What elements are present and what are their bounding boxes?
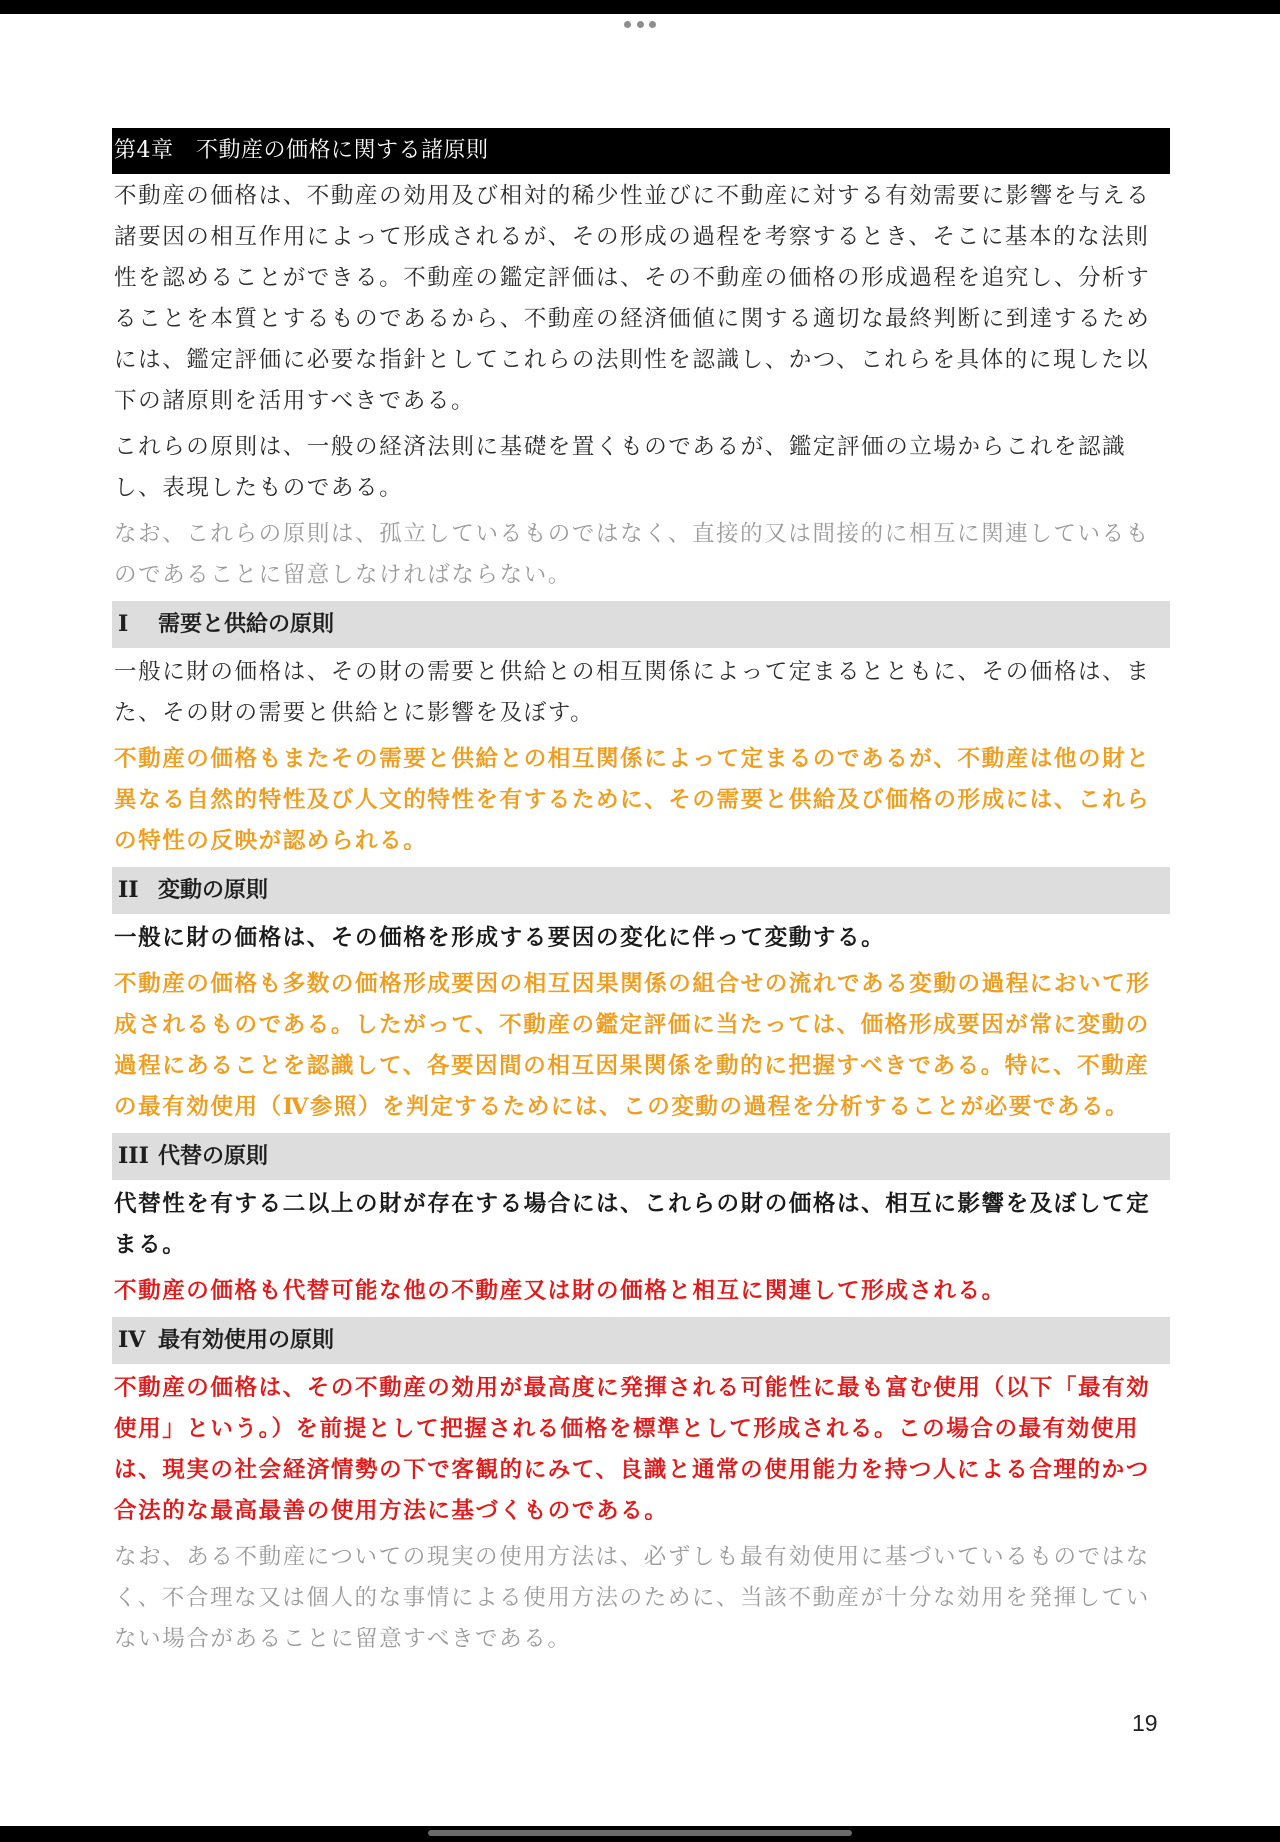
section-header-supply-demand — [112, 601, 1170, 648]
grabber-dot — [649, 21, 656, 28]
intro-paragraph-2: これらの原則は、一般の経済法則に基礎を置くものであるが、鑑定評価の立場からこれを認識し、表現したものである。 — [114, 434, 1127, 501]
section-title: 代替の原則 — [158, 1143, 269, 1169]
chapter-title: 第4章 不動産の価格に関する諸原則 — [112, 128, 1170, 174]
page-number: 19 — [1132, 1710, 1158, 1736]
section-title: 変動の原則 — [158, 877, 269, 903]
section-4-paragraph-1: 不動産の価格は、その不動産の効用が最高度に発揮される可能性に最も富む使用（以下「最有効使用」という。）を前提として把握される価格を標準として形成される。この場合の最有効使用は、現実の社会経済情勢の下で客観的にみて、良識と通常の使用能力を持つ人による合理的かつ合法的な最高最善の使用方法に基づくものである。 — [114, 1375, 1151, 1524]
section-4-paragraph-2: なお、ある不動産についての現実の使用方法は、必ずしも最有効使用に基づいているものではなく、不合理な又は個人的な事情による使用方法のために、当該不動産が十分な効用を発揮していない場合があることに留意すべきである。 — [114, 1544, 1150, 1652]
section-header-highest-best-use — [112, 1317, 1170, 1364]
home-indicator[interactable] — [428, 1830, 852, 1836]
section-number: II — [118, 877, 139, 903]
top-bar — [0, 0, 1280, 14]
grabber-dot — [637, 21, 644, 28]
section-number: III — [118, 1143, 149, 1169]
section-number: I — [118, 611, 129, 637]
section-header-substitution — [112, 1133, 1170, 1180]
section-2-paragraph-2: 不動産の価格も多数の価格形成要因の相互因果関係の組合せの流れである変動の過程において形成されるものである。したがって、不動産の鑑定評価に当たっては、価格形成要因が常に変動の過程にあることを認識して、各要因間の相互因果関係を動的に把握すべきである。特に、不動産の最有効使用（Ⅳ参照）を判定するためには、この変動の過程を分析することが必要である。 — [114, 971, 1151, 1120]
drag-handle-icon[interactable] — [624, 20, 656, 28]
section-title: 需要と供給の原則 — [158, 611, 335, 637]
grabber-dot — [624, 21, 631, 28]
section-2-paragraph-1: 一般に財の価格は、その価格を形成する要因の変化に伴って変動する。 — [114, 925, 886, 951]
section-1-paragraph-1: 一般に財の価格は、その財の需要と供給との相互関係によって定まるとともに、その価格は、また、その財の需要と供給とに影響を及ぼす。 — [114, 659, 1151, 726]
section-number: IV — [118, 1327, 146, 1353]
section-title: 最有効使用の原則 — [158, 1327, 335, 1353]
section-3-paragraph-2: 不動産の価格も代替可能な他の不動産又は財の価格と相互に関連して形成される。 — [114, 1278, 1006, 1304]
intro-paragraph-1: 不動産の価格は、不動産の効用及び相対的稀少性並びに不動産に対する有効需要に影響を与える諸要因の相互作用によって形成されるが、その形成の過程を考察するとき、そこに基本的な法則性を認めることができる。不動産の鑑定評価は、その不動産の価格の形成過程を追究し、分析することを本質とするものであるから、不動産の経済価値に関する適切な最終判断に到達するためには、鑑定評価に必要な指針としてこれらの法則性を認識し、かつ、これらを具体的に現した以下の諸原則を活用すべきである。 — [114, 183, 1151, 414]
section-3-paragraph-1: 代替性を有する二以上の財が存在する場合には、これらの財の価格は、相互に影響を及ぼして定まる。 — [114, 1191, 1151, 1258]
section-header-change — [112, 867, 1170, 914]
intro-paragraph-3: なお、これらの原則は、孤立しているものではなく、直接的又は間接的に相互に関連しているものであることに留意しなければならない。 — [114, 521, 1150, 588]
page-content — [112, 128, 1170, 1665]
section-1-paragraph-2: 不動産の価格もまたその需要と供給との相互関係によって定まるのであるが、不動産は他の財と異なる自然的特性及び人文的特性を有するために、その需要と供給及び価格の形成には、これらの特性の反映が認められる。 — [114, 746, 1151, 854]
